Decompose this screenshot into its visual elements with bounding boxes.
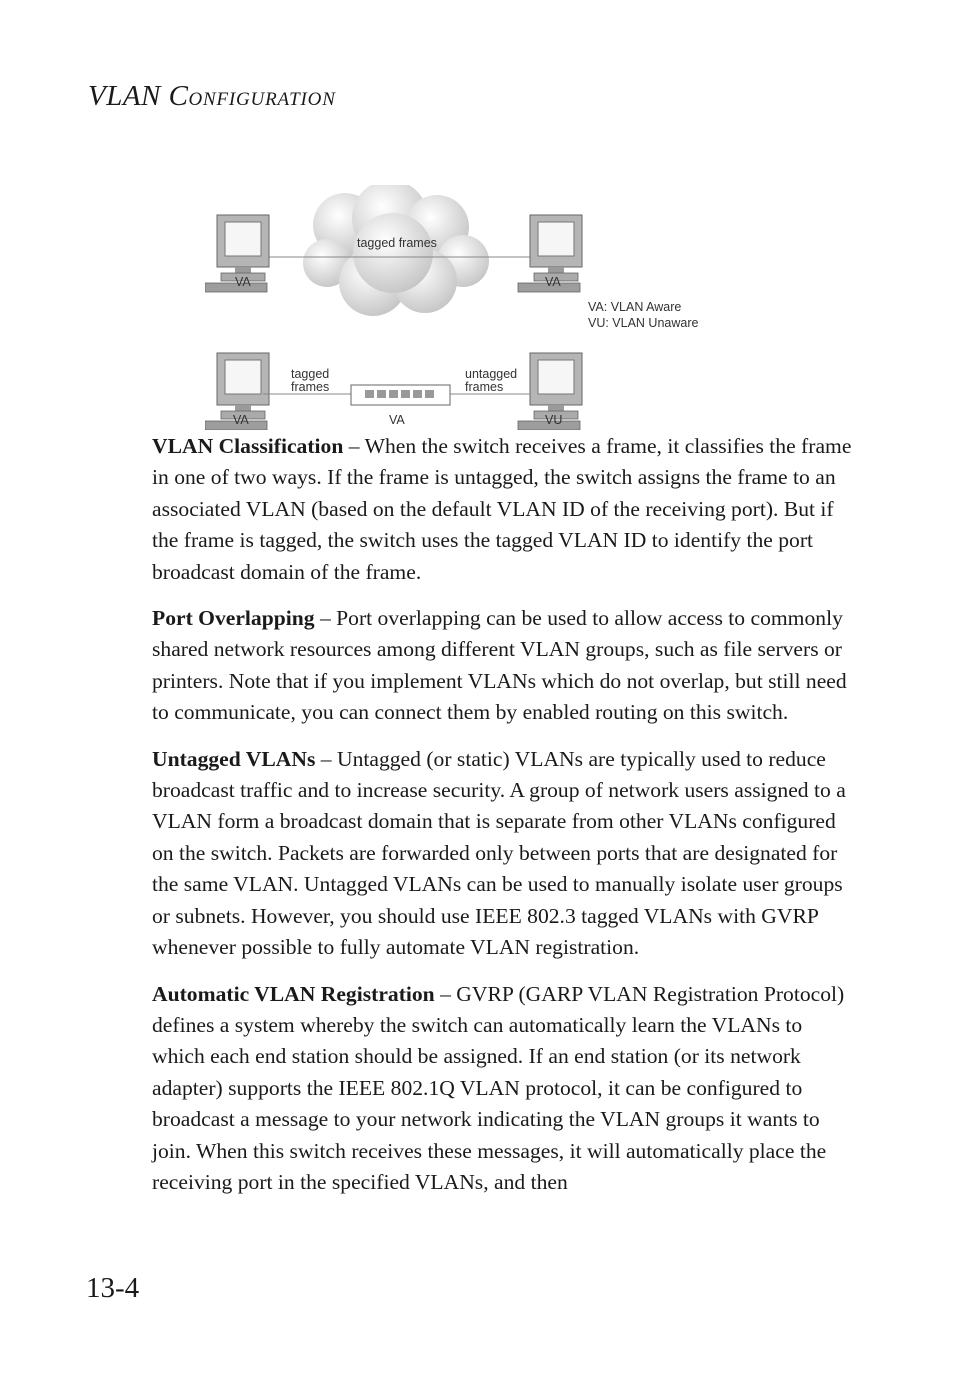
legend-vu: VU: VLAN Unaware bbox=[588, 316, 699, 330]
tagged-label-2: frames bbox=[291, 380, 330, 394]
definition: – When the switch receives a frame, it classifies the frame in one of two ways. If the frame is untagged, the switch assigns the frame to an associated VLAN (based on the default VLAN ID of the receiving port). But if the frame is tagged, the switch uses the tagged VLAN ID to identify the port broadcast domain of the frame. bbox=[152, 434, 852, 584]
header-title-prefix: VLAN C bbox=[88, 80, 189, 112]
header-title-smallcaps: ONFIGURATION bbox=[188, 89, 336, 110]
untagged-label-2: frames bbox=[465, 380, 504, 394]
switch-icon bbox=[351, 385, 450, 405]
definition: – GVRP (GARP VLAN Registration Protocol) defines a system whereby the switch can automatically learn the VLANs to which each end station should be assigned. If an end station (or its network adapter) supports the IEEE 802.1Q VLAN protocol, it can be configured to broadcast a message to your network indicating the VLAN groups it wants to join. When this switch receives these messages, it will automatically place the receiving port in the specified VLANs, and then bbox=[152, 981, 845, 1194]
paragraph-port-overlapping bbox=[152, 603, 852, 729]
paragraph-vlan-classification bbox=[152, 431, 852, 588]
running-header bbox=[88, 80, 336, 113]
definition: – Port overlapping can be used to allow access to commonly shared network resources among different VLAN groups, such as file servers or printers. Note that if you implement VLANs which do not overlap, but still need to communicate, you can connect them by enabled routing on this switch. bbox=[152, 606, 847, 725]
cloud-label: tagged frames bbox=[357, 236, 437, 250]
untagged-label-1: untagged bbox=[465, 367, 518, 381]
bottom-left-label: VA bbox=[233, 413, 249, 427]
paragraph-untagged-vlans bbox=[152, 744, 852, 964]
term: Automatic VLAN Registration bbox=[152, 981, 435, 1006]
top-left-label: VA bbox=[235, 275, 251, 289]
top-right-label: VA bbox=[545, 275, 561, 289]
body-text bbox=[152, 431, 852, 1213]
bottom-middle-label: VA bbox=[389, 413, 405, 427]
bottom-right-label: VU bbox=[545, 413, 563, 427]
term: Port Overlapping bbox=[152, 606, 315, 631]
legend-va: VA: VLAN Aware bbox=[588, 300, 682, 314]
term: VLAN Classification bbox=[152, 434, 344, 458]
paragraph-automatic-vlan-registration bbox=[152, 979, 852, 1199]
definition: – Untagged (or static) VLANs are typically used to reduce broadcast traffic and to increase security. A group of network users assigned to a VLAN form a broadcast domain that is separate from other VLANs configured on the switch. Packets are forwarded only between ports that are designated for the same VLAN. Untagged VLANs can be used to manually isolate user groups or subnets. However, you should use IEEE 802.3 tagged VLANs with GVRP whenever possible to fully automate VLAN registration. bbox=[152, 746, 846, 960]
vlan-diagram bbox=[205, 185, 735, 430]
term: Untagged VLANs bbox=[152, 746, 316, 771]
cloud-icon bbox=[303, 185, 489, 316]
tagged-label-1: tagged bbox=[291, 367, 330, 381]
page-number: 13-4 bbox=[86, 1272, 140, 1304]
